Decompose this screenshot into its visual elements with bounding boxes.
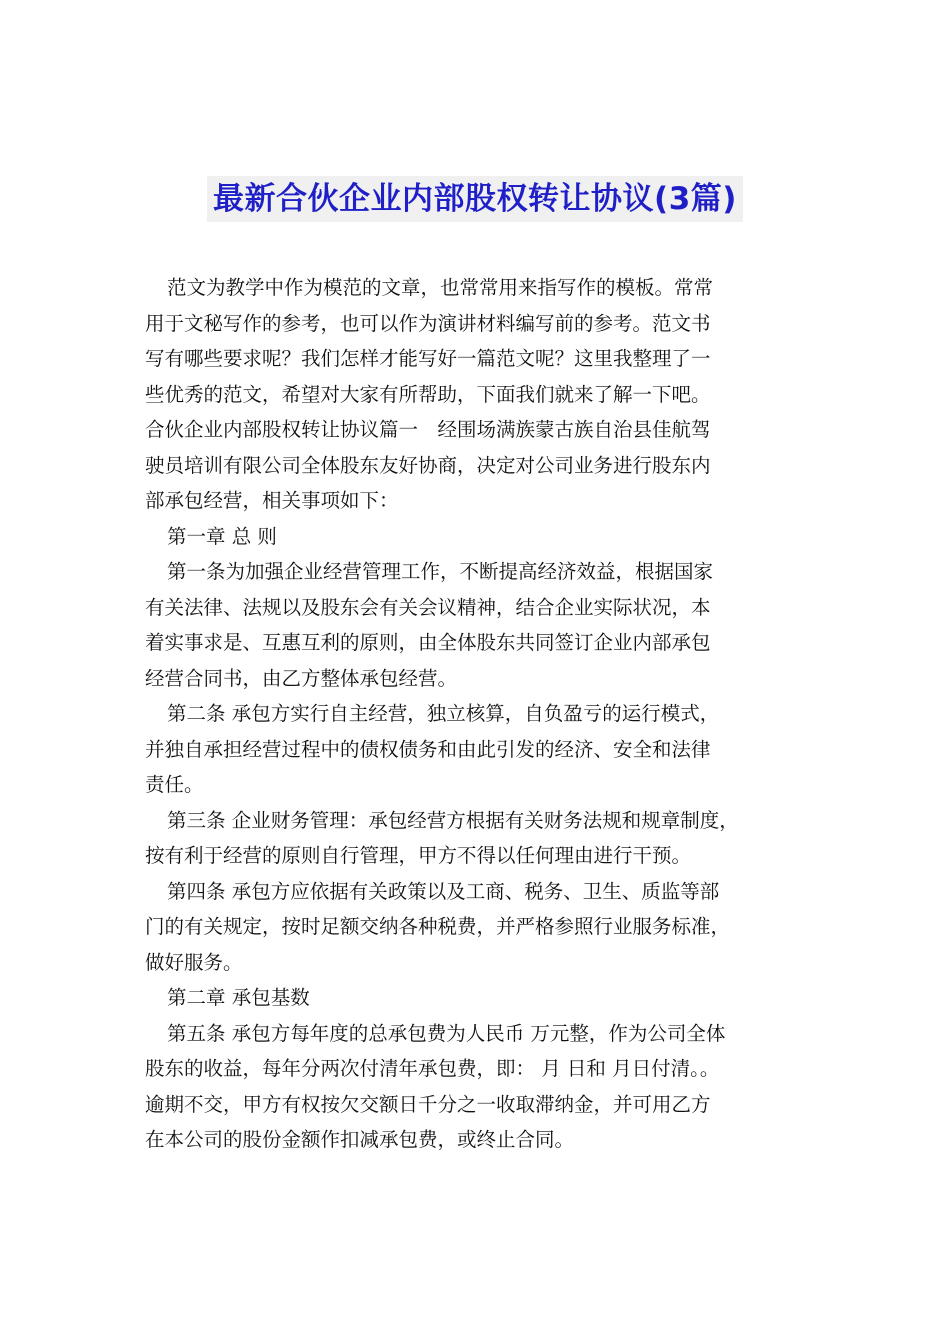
body-line: 在本公司的股份金额作扣减承包费，或终止合同。	[145, 1128, 575, 1151]
body-line: 着实事求是、互惠互利的原则，由全体股东共同签订企业内部承包	[145, 631, 711, 654]
title-area	[0, 176, 950, 222]
body-line: 用于文秘写作的参考，也可以作为演讲材料编写前的参考。范文书	[145, 311, 711, 335]
body-line: 合伙企业内部股权转让协议篇一 经围场满族蒙古族自治县佳航驾	[145, 418, 711, 441]
body-line: 驶员培训有限公司全体股东友好协商，决定对公司业务进行股东内	[145, 453, 711, 477]
chapter-heading: 第一章 总 则	[167, 524, 277, 548]
body-line: 经营合同书，由乙方整体承包经营。	[145, 666, 458, 690]
body-line: 第三条 企业财务管理：承包经营方根据有关财务法规和规章制度，	[167, 808, 739, 832]
chapter-heading: 第二章 承包基数	[167, 986, 310, 1009]
body-line: 部承包经营，相关事项如下：	[145, 489, 399, 512]
body-line: 第五条 承包方每年度的总承包费为人民币 万元整，作为公司全体	[167, 1021, 726, 1045]
document-title: 最新合伙企业内部股权转让协议(3篇)	[207, 176, 743, 222]
body-line: 责任。	[145, 773, 204, 796]
body-line: 第四条 承包方应依据有关政策以及工商、税务、卫生、质监等部	[167, 879, 720, 903]
body-line: 第一条为加强企业经营管理工作，不断提高经济效益，根据国家	[167, 560, 714, 583]
body-line: 并独自承担经营过程中的债权债务和由此引发的经济、安全和法律	[145, 737, 711, 761]
body-line: 按有利于经营的原则自行管理，甲方不得以任何理由进行干预。	[145, 844, 692, 867]
body-line: 股东的收益，每年分两次付清年承包费，即： 月 日和 月日付清。。	[145, 1057, 720, 1080]
body-line: 逾期不交，甲方有权按欠交额日千分之一收取滞纳金，并可用乙方	[145, 1092, 711, 1116]
body-line: 些优秀的范文，希望对大家有所帮助，下面我们就来了解一下吧。	[145, 382, 711, 406]
body-line: 门的有关规定，按时足额交纳各种税费，并严格参照行业服务标准，	[145, 915, 731, 938]
body-line: 做好服务。	[145, 950, 243, 974]
body-line: 有关法律、法规以及股东会有关会议精神，结合企业实际状况，本	[145, 595, 711, 619]
body-line: 范文为教学中作为模范的文章，也常常用来指写作的模板。常常	[167, 276, 714, 299]
body-line: 第二条 承包方实行自主经营，独立核算，自负盈亏的运行模式，	[167, 702, 720, 725]
document-body	[145, 270, 815, 1158]
body-line: 写有哪些要求呢？我们怎样才能写好一篇范文呢？这里我整理了一	[145, 347, 711, 370]
